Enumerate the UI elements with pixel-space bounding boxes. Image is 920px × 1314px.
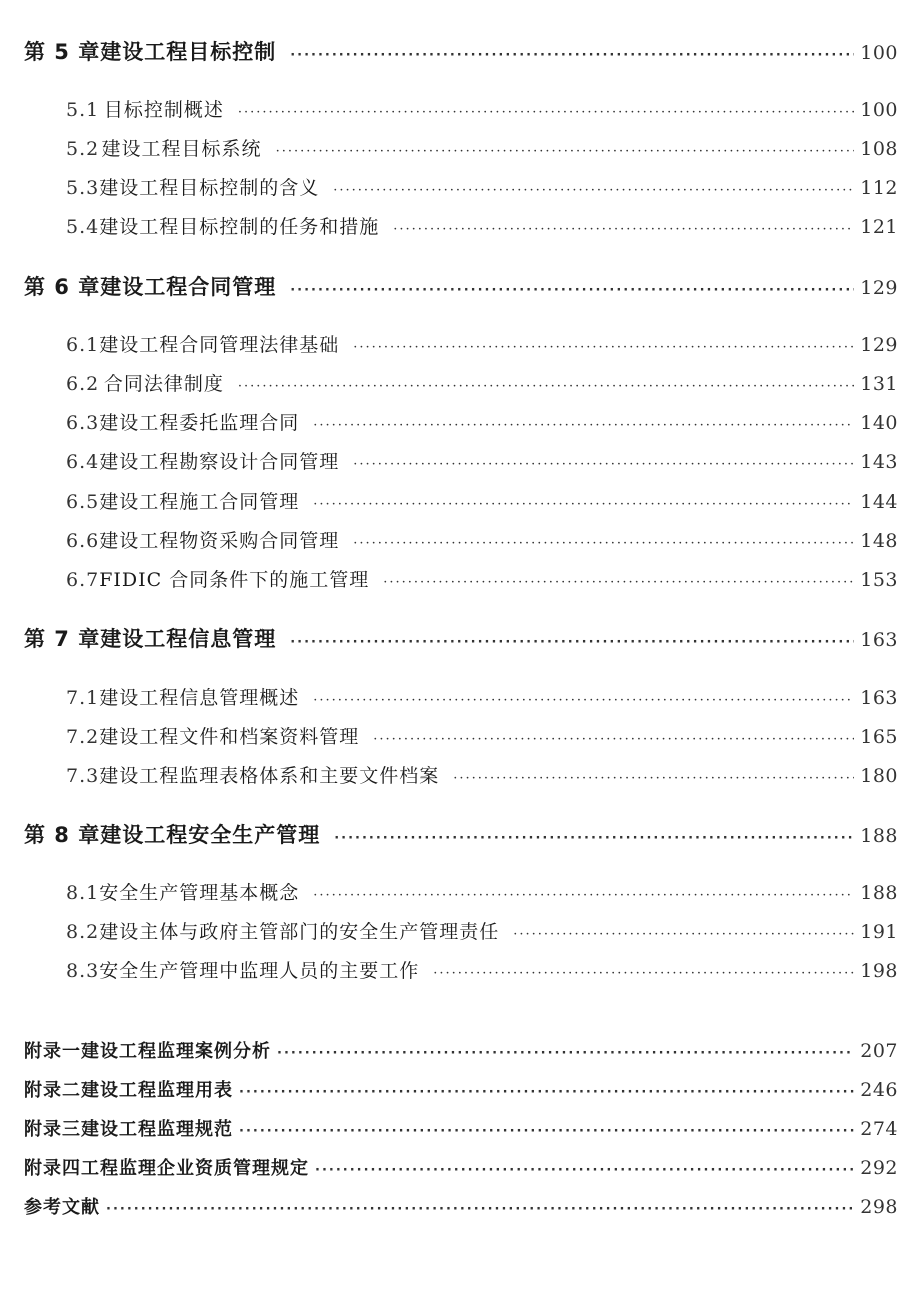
- section-title: 合同法律制度: [103, 373, 224, 395]
- page-number: 292: [860, 1157, 898, 1179]
- appendix-title: 建设工程监理案例分析: [81, 1041, 271, 1062]
- dot-leader: [315, 1159, 854, 1183]
- toc-section-6-7[interactable]: [66, 568, 898, 595]
- page-number: 143: [860, 451, 898, 473]
- section-number: 6.3: [66, 412, 100, 434]
- toc-section-8-1[interactable]: [66, 881, 898, 908]
- dot-leader: [313, 493, 854, 517]
- section-title: 建设工程施工合同管理: [99, 491, 300, 513]
- toc-section-6-5[interactable]: [66, 490, 898, 517]
- section-title: 建设工程物资采购合同管理: [99, 530, 340, 552]
- toc-appendix-3[interactable]: [24, 1117, 898, 1144]
- section-number: 8.1: [66, 882, 100, 904]
- toc-section-8-3[interactable]: [66, 959, 898, 986]
- page-number: 180: [860, 765, 898, 787]
- page-number: 131: [860, 373, 898, 395]
- section-title: 建设工程委托监理合同: [99, 412, 300, 434]
- page-number: 165: [860, 726, 898, 748]
- chapter-number: 第 5 章: [24, 40, 101, 64]
- dot-leader: [333, 179, 854, 203]
- dot-leader: [239, 1081, 854, 1105]
- chapter-title: 建设工程信息管理: [100, 627, 277, 651]
- section-number: 6.6: [66, 530, 100, 552]
- section-number: 6.2: [66, 373, 100, 395]
- page-number: 188: [860, 825, 898, 847]
- dot-leader: [290, 631, 854, 655]
- appendix-number: 附录二: [24, 1080, 81, 1101]
- dot-leader: [106, 1198, 854, 1222]
- chapter-number: 第 8 章: [24, 823, 101, 847]
- appendix-number: 附录三: [24, 1119, 81, 1140]
- page-number: 274: [860, 1118, 898, 1140]
- section-title: 建设工程勘察设计合同管理: [99, 451, 340, 473]
- page-number: 163: [860, 687, 898, 709]
- toc-section-8-2[interactable]: [66, 920, 898, 947]
- appendix-number: 附录四: [24, 1158, 81, 1179]
- dot-leader: [353, 453, 854, 477]
- section-title: 建设工程文件和档案资料管理: [99, 726, 360, 748]
- appendix-title: 工程监理企业资质管理规定: [81, 1158, 309, 1179]
- section-title: 建设主体与政府主管部门的安全生产管理责任: [99, 921, 500, 943]
- toc-section-7-3[interactable]: [66, 764, 898, 791]
- page-number: 100: [860, 99, 898, 121]
- section-number: 6.7: [66, 569, 100, 591]
- page-number: 207: [860, 1040, 898, 1062]
- toc-appendix-2[interactable]: [24, 1078, 898, 1105]
- section-number: 6.4: [66, 451, 100, 473]
- page-number: 191: [860, 921, 898, 943]
- section-title: FIDIC 合同条件下的施工管理: [99, 569, 370, 591]
- page-number: 129: [860, 277, 898, 299]
- dot-leader: [373, 728, 854, 752]
- dot-leader: [276, 140, 855, 164]
- dot-leader: [513, 923, 854, 947]
- chapter-title: 建设工程合同管理: [100, 275, 277, 299]
- section-title: 建设工程目标控制的含义: [99, 177, 320, 199]
- section-title: 建设工程信息管理概述: [99, 687, 300, 709]
- toc-appendix-1[interactable]: [24, 1039, 898, 1066]
- section-title: 建设工程合同管理法律基础: [99, 334, 340, 356]
- toc-section-5-4[interactable]: [66, 215, 898, 242]
- section-number: 5.1: [66, 99, 100, 121]
- section-number: 8.3: [66, 960, 100, 982]
- appendix-title: 建设工程监理规范: [81, 1119, 233, 1140]
- section-number: 8.2: [66, 921, 100, 943]
- toc-chapter-8[interactable]: [24, 823, 898, 851]
- dot-leader: [353, 532, 854, 556]
- page-number: 144: [860, 491, 898, 513]
- section-title: 目标控制概述: [103, 99, 224, 121]
- toc-section-5-2[interactable]: [66, 137, 898, 164]
- dot-leader: [313, 414, 854, 438]
- chapter-title: 建设工程目标控制: [100, 40, 277, 64]
- page-number: 100: [860, 42, 898, 64]
- page-number: 298: [860, 1196, 898, 1218]
- toc-section-7-2[interactable]: [66, 725, 898, 752]
- page-number: 153: [860, 569, 898, 591]
- section-number: 7.3: [66, 765, 100, 787]
- dot-leader: [313, 689, 854, 713]
- toc-chapter-7[interactable]: [24, 627, 898, 655]
- dot-leader: [290, 279, 854, 303]
- section-title: 建设工程监理表格体系和主要文件档案: [99, 765, 440, 787]
- dot-leader: [313, 884, 854, 908]
- toc-chapter-6[interactable]: [24, 275, 898, 303]
- section-title: 安全生产管理中监理人员的主要工作: [99, 960, 420, 982]
- dot-leader: [433, 962, 854, 986]
- dot-leader: [453, 767, 854, 791]
- section-number: 5.4: [66, 216, 100, 238]
- page-number: 198: [860, 960, 898, 982]
- toc-section-6-2[interactable]: [66, 372, 898, 399]
- page-number: 129: [860, 334, 898, 356]
- chapter-number: 第 6 章: [24, 275, 101, 299]
- appendix-number: 附录一: [24, 1041, 81, 1062]
- dot-leader: [239, 1120, 854, 1144]
- dot-leader: [277, 1042, 854, 1066]
- page-number: 121: [860, 216, 898, 238]
- dot-leader: [290, 44, 854, 68]
- toc-section-6-6[interactable]: [66, 529, 898, 556]
- references-title: 参考文献: [24, 1197, 100, 1218]
- appendix-title: 建设工程监理用表: [81, 1080, 233, 1101]
- dot-leader: [393, 218, 854, 242]
- section-title: 安全生产管理基本概念: [99, 882, 300, 904]
- chapter-number: 第 7 章: [24, 627, 101, 651]
- toc-references[interactable]: [24, 1195, 898, 1222]
- section-number: 6.1: [66, 334, 100, 356]
- toc-section-6-1[interactable]: [66, 333, 898, 360]
- dot-leader: [238, 101, 854, 125]
- page-number: 163: [860, 629, 898, 651]
- section-number: 5.3: [66, 177, 100, 199]
- section-number: 6.5: [66, 491, 100, 513]
- toc-section-6-3[interactable]: [66, 411, 898, 438]
- chapter-title: 建设工程安全生产管理: [100, 823, 321, 847]
- page-number: 246: [860, 1079, 898, 1101]
- section-title: 建设工程目标控制的任务和措施: [99, 216, 380, 238]
- section-number: 7.2: [66, 726, 100, 748]
- page-number: 188: [860, 882, 898, 904]
- dot-leader: [383, 571, 854, 595]
- dot-leader: [238, 375, 854, 399]
- dot-leader: [353, 336, 854, 360]
- section-title: 建设工程目标系统: [101, 138, 262, 160]
- page-number: 108: [860, 138, 898, 160]
- section-number: 7.1: [66, 687, 100, 709]
- toc-section-5-1[interactable]: [66, 98, 898, 125]
- toc-appendix-4[interactable]: [24, 1156, 898, 1183]
- toc-section-5-3[interactable]: [66, 176, 898, 203]
- dot-leader: [334, 827, 854, 851]
- page-number: 140: [860, 412, 898, 434]
- toc-section-7-1[interactable]: [66, 686, 898, 713]
- section-number: 5.2: [66, 138, 100, 160]
- page-number: 148: [860, 530, 898, 552]
- toc-section-6-4[interactable]: [66, 450, 898, 477]
- page-number: 112: [860, 177, 898, 199]
- toc-chapter-5[interactable]: [24, 40, 898, 68]
